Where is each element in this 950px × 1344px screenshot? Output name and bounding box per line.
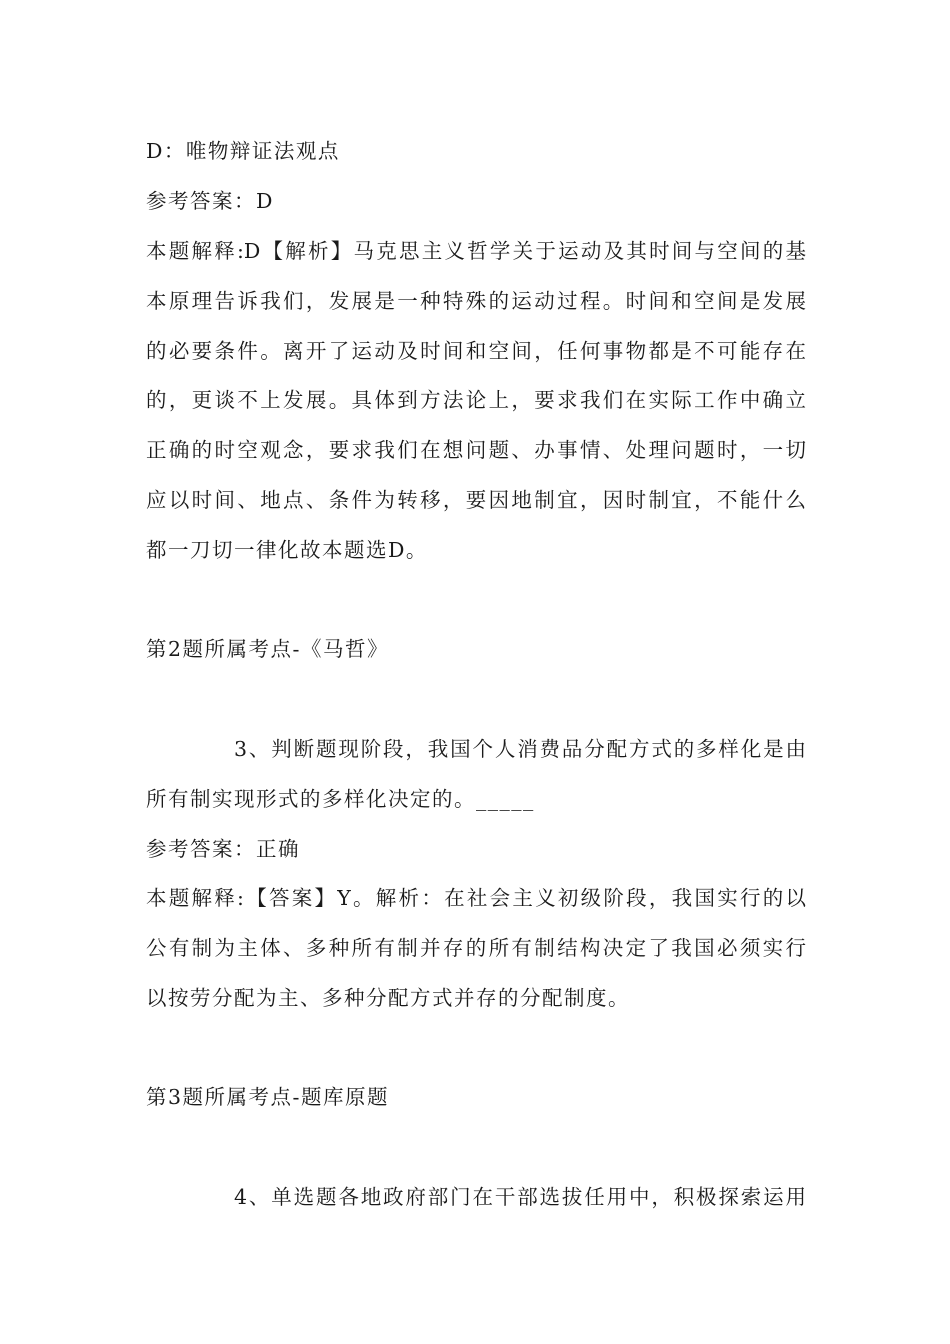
q1-explanation-line: 正确的时空观念，要求我们在想问题、办事情、处理问题时，一切 xyxy=(146,438,806,462)
q3-answer: 参考答案：正确 xyxy=(146,837,300,861)
q1-explanation-line: 都一刀切一律化故本题选D。 xyxy=(146,538,428,562)
q1-option-d: D：唯物辩证法观点 xyxy=(146,139,340,163)
q3-explanation-line: 公有制为主体、多种所有制并存的所有制结构决定了我国必须实行 xyxy=(146,936,806,960)
q3-explanation-line: 以按劳分配为主、多种分配方式并存的分配制度。 xyxy=(146,986,630,1010)
q1-answer: 参考答案：D xyxy=(146,189,274,213)
q3-stem-line: 3、判断题现阶段，我国个人消费品分配方式的多样化是由 xyxy=(234,737,806,761)
document-page xyxy=(146,0,806,1344)
q1-explanation-line: 的，更谈不上发展。具体到方法论上，要求我们在实际工作中确立 xyxy=(146,388,806,412)
q3-explanation-line: 本题解释:【答案】Y。解析：在社会主义初级阶段，我国实行的以 xyxy=(146,886,806,910)
q4-stem-line: 4、单选题各地政府部门在干部选拔任用中，积极探索运用 xyxy=(234,1185,806,1209)
q1-explanation-line: 本题解释:D【解析】马克思主义哲学关于运动及其时间与空间的基 xyxy=(146,239,806,263)
q1-explanation-line: 的必要条件。离开了运动及时间和空间，任何事物都是不可能存在 xyxy=(146,339,806,363)
q3-stem-line: 所有制实现形式的多样化决定的。_____ xyxy=(146,787,535,811)
q1-explanation-line: 本原理告诉我们，发展是一种特殊的运动过程。时间和空间是发展 xyxy=(146,289,806,313)
q1-explanation-line: 应以时间、地点、条件为转移，要因地制宜，因时制宜，不能什么 xyxy=(146,488,806,512)
q2-topic: 第2题所属考点-《马哲》 xyxy=(146,637,389,661)
q3-topic: 第3题所属考点-题库原题 xyxy=(146,1085,389,1109)
